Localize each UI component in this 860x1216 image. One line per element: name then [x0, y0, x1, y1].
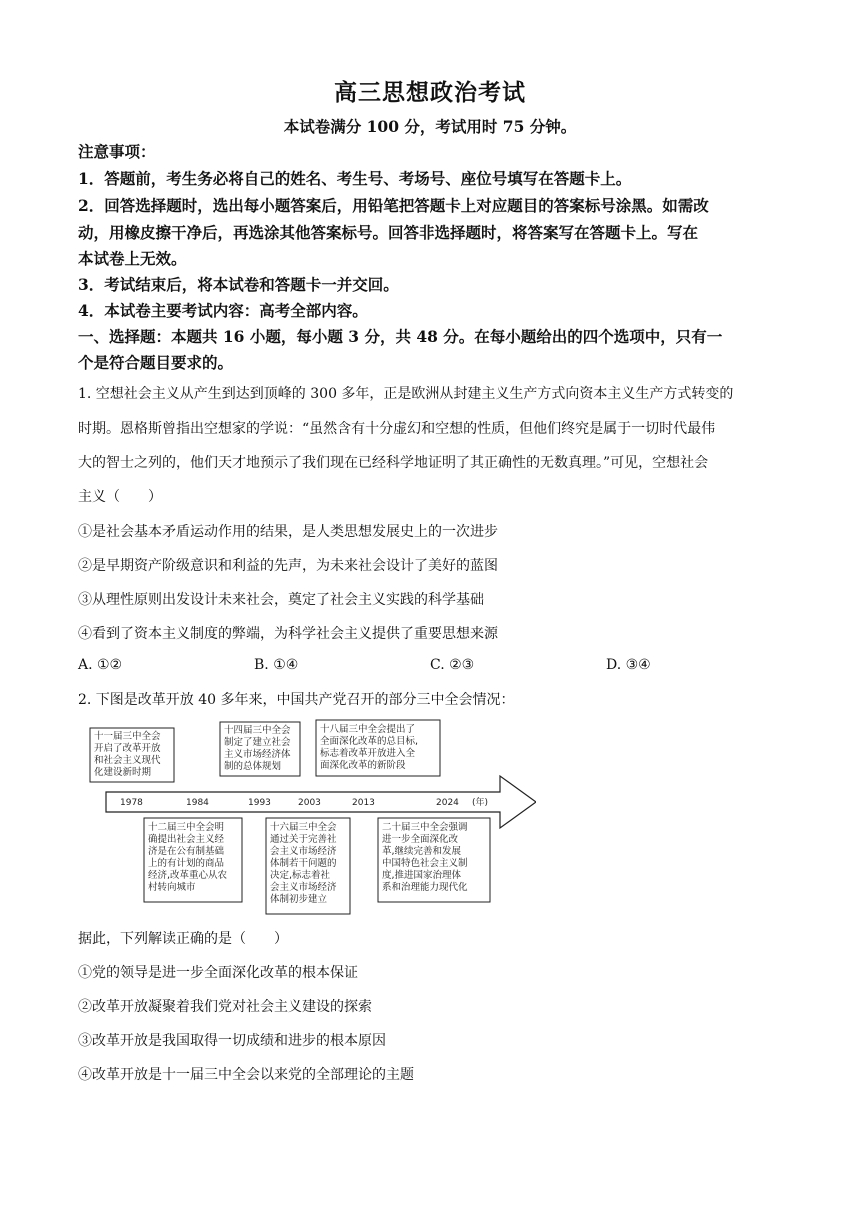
year-label: 2003 [298, 798, 321, 808]
section-heading-cont: 个是符合题目要求的。 [78, 353, 234, 372]
svg-text:十六届三中全会: 十六届三中全会 [270, 822, 337, 833]
year-label: 2024 [436, 798, 459, 808]
svg-text:会主义市场经济: 会主义市场经济 [270, 846, 337, 857]
question-1-statement: ①是社会基本矛盾运动作用的结果，是人类思想发展史上的一次进步 [78, 524, 498, 540]
svg-text:度,推进国家治理体: 度,推进国家治理体 [382, 870, 462, 881]
note-line: 4．本试卷主要考试内容：高考全部内容。 [78, 301, 368, 320]
note-line: 动，用橡皮擦干净后，再选涂其他答案标号。回答非选择题时，将答案写在答题卡上。写在 [78, 223, 699, 242]
svg-text:济是在公有制基础: 济是在公有制基础 [148, 846, 225, 857]
box-1978 [90, 728, 174, 782]
svg-text:决定,标志着社: 决定,标志着社 [270, 870, 331, 881]
question-2-prompt: 据此，下列解读正确的是（ ） [78, 931, 288, 947]
svg-text:面深化改革的新阶段: 面深化改革的新阶段 [320, 760, 406, 771]
box-1993 [220, 722, 300, 776]
question-1-statement: ②是早期资产阶级意识和利益的先声，为未来社会设计了美好的蓝图 [78, 558, 498, 574]
question-1-text: 大的智士之列的，他们天才地预示了我们现在已经科学地证明了其正确性的无数真理。”可见，空想社会 [78, 455, 709, 471]
svg-text:制的总体规划: 制的总体规划 [224, 761, 282, 772]
question-2-statement: ③改革开放是我国取得一切成绩和进步的根本原因 [78, 1033, 386, 1049]
svg-text:十一届三中全会: 十一届三中全会 [94, 731, 161, 742]
svg-text:开启了改革开放: 开启了改革开放 [94, 743, 161, 754]
svg-text:革,继续完善和发展: 革,继续完善和发展 [382, 846, 462, 857]
note-line: 本试卷上无效。 [78, 249, 187, 268]
year-label: 1984 [186, 798, 209, 808]
question-1-text: 1. 空想社会主义从产生到达到顶峰的 300 多年，正是欧洲从封建主义生产方式向资本主义生产方式转变的 [78, 386, 734, 402]
year-unit: (年) [472, 798, 489, 808]
svg-text:上的有计划的商品: 上的有计划的商品 [148, 858, 225, 869]
question-1-statement: ③从理性原则出发设计未来社会，奠定了社会主义实践的科学基础 [78, 592, 484, 608]
svg-text:确提出社会主义经: 确提出社会主义经 [148, 834, 225, 845]
note-line: 3．考试结束后，将本试卷和答题卡一并交回。 [78, 275, 399, 294]
note-line: 2．回答选择题时，选出每小题答案后，用铅笔把答题卡上对应题目的答案标号涂黑。如需改 [78, 196, 709, 215]
svg-text:主义市场经济体: 主义市场经济体 [224, 749, 291, 760]
svg-text:十四届三中全会: 十四届三中全会 [224, 725, 291, 736]
box-2013 [316, 720, 440, 776]
page-title: 高三思想政治考试 [334, 79, 526, 106]
question-1-text: 时期。恩格斯曾指出空想家的学说：“虽然含有十分虚幻和空想的性质，但他们终究是属于一切时代最伟 [78, 421, 716, 437]
svg-text:体制初步建立: 体制初步建立 [270, 894, 328, 905]
page-subtitle: 本试卷满分 100 分，考试用时 75 分钟。 [283, 117, 577, 136]
question-2-statement: ②改革开放凝聚着我们党对社会主义建设的探索 [78, 999, 372, 1015]
question-1-options [78, 651, 790, 681]
year-label: 1993 [248, 798, 271, 808]
reform-timeline-diagram [84, 718, 536, 918]
svg-text:进一步全面深化改: 进一步全面深化改 [382, 834, 459, 845]
box-2003 [266, 818, 350, 914]
svg-text:二十届三中全会强调: 二十届三中全会强调 [382, 822, 468, 833]
question-1-text: 主义（ ） [78, 489, 162, 505]
option-b[interactable]: B. ①④ [254, 657, 299, 673]
svg-text:经济,改革重心从农: 经济,改革重心从农 [148, 870, 228, 881]
question-2-statement: ①党的领导是进一步全面深化改革的根本保证 [78, 965, 358, 981]
year-label: 2013 [352, 798, 375, 808]
box-1984 [144, 818, 242, 902]
option-c[interactable]: C. ②③ [430, 657, 475, 673]
section-heading: 一、选择题：本题共 16 小题，每小题 3 分，共 48 分。在每小题给出的四个选项中，只有一 [78, 327, 723, 346]
option-d[interactable]: D. ③④ [606, 657, 651, 673]
box-2024 [378, 818, 490, 902]
svg-text:系和治理能力现代化: 系和治理能力现代化 [382, 882, 468, 893]
svg-text:中国特色社会主义制: 中国特色社会主义制 [382, 858, 468, 869]
svg-text:和社会主义现代: 和社会主义现代 [94, 755, 161, 766]
svg-text:会主义市场经济: 会主义市场经济 [270, 882, 337, 893]
question-2-statement: ④改革开放是十一届三中全会以来党的全部理论的主题 [78, 1067, 414, 1083]
svg-text:十八届三中全会提出了: 十八届三中全会提出了 [320, 724, 416, 735]
svg-text:化建设新时期: 化建设新时期 [94, 767, 152, 778]
svg-text:体制若干问题的: 体制若干问题的 [270, 858, 337, 869]
svg-text:全面深化改革的总目标,: 全面深化改革的总目标, [320, 736, 419, 747]
svg-text:通过关于完善社: 通过关于完善社 [270, 834, 337, 845]
svg-text:十二届三中全会明: 十二届三中全会明 [148, 822, 225, 833]
year-label: 1978 [120, 798, 143, 808]
option-a[interactable]: A. ①② [78, 657, 123, 673]
note-line: 1．答题前，考生务必将自己的姓名、考生号、考场号、座位号填写在答题卡上。 [78, 169, 632, 188]
svg-text:标志着改革开放进入全: 标志着改革开放进入全 [320, 748, 416, 759]
question-2-stem: 2. 下图是改革开放 40 多年来，中国共产党召开的部分三中全会情况： [78, 692, 515, 708]
svg-text:村转向城市: 村转向城市 [148, 882, 196, 893]
question-1-statement: ④看到了资本主义制度的弊端，为科学社会主义提供了重要思想来源 [78, 626, 498, 642]
notes-heading: 注意事项： [78, 142, 156, 161]
svg-text:制定了建立社会: 制定了建立社会 [224, 737, 291, 748]
